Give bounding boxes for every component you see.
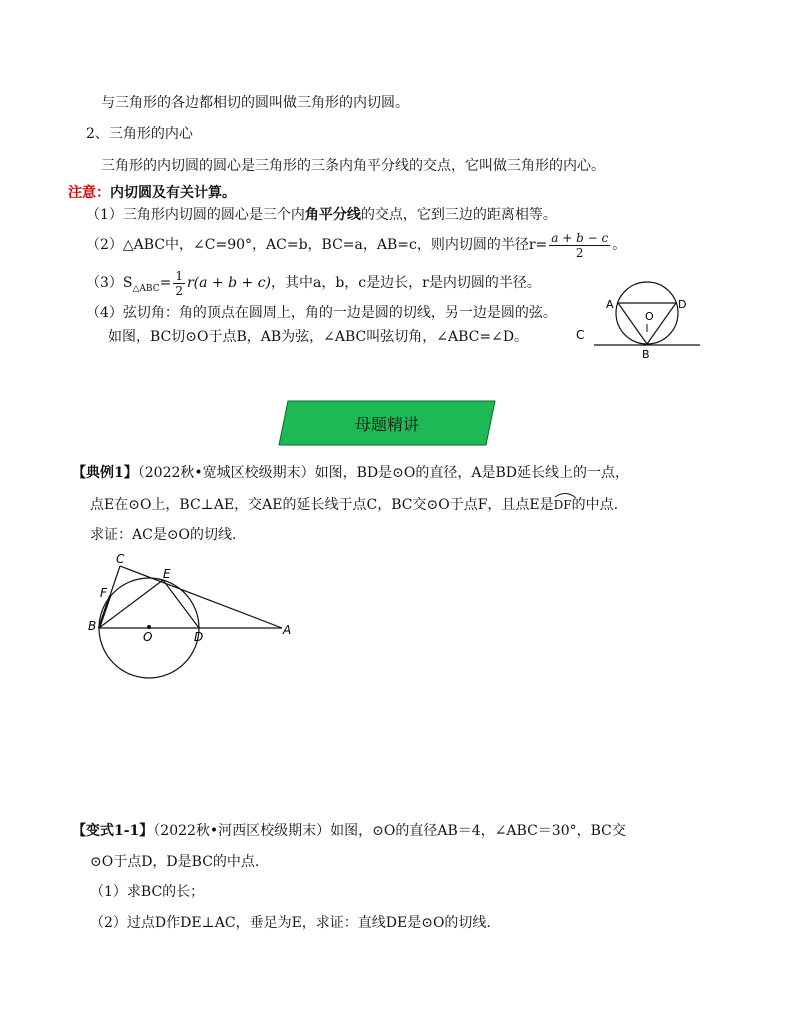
area-expression: r(a + b + c)	[186, 275, 271, 291]
note-item-1-text: （1）三角形内切圆的圆心是三个内	[86, 207, 305, 223]
center-point	[147, 625, 151, 629]
area-subscript: △ABC	[132, 283, 160, 294]
variant1-line2: ⊙O于点D，D是BC的中点.	[90, 854, 260, 870]
note-item-4: （4）弦切角：角的顶点在圆周上，角的一边是圆的切线，另一边是圆的弦。	[86, 305, 557, 321]
label-o: O	[143, 630, 153, 644]
note-item-3	[86, 268, 541, 304]
example1-line2-end: 的中点.	[571, 497, 619, 513]
note-item-3-text: （3）S	[86, 275, 133, 291]
note-item-2	[86, 230, 626, 260]
example1-line1	[72, 464, 629, 482]
example1-line2-text: 点E在⊙O上，BC⊥AE，交AE的延长线于点C，BC交⊙O于点F，且点E是	[90, 497, 554, 513]
example1-text: （2022秋•宽城区校级期末）如图，BD是⊙O的直径，A是BD延长线上的一点，	[137, 465, 629, 481]
label-b: B	[88, 619, 97, 633]
note-item-1-rest: 的交点，它到三边的距离相等。	[360, 207, 557, 223]
label-d: D	[194, 630, 204, 644]
label-c: C	[116, 552, 125, 566]
note-item-3-rest: ，其中a，b，c是边长，r是内切圆的半径。	[271, 275, 541, 291]
area-numerator: 1	[175, 268, 183, 283]
label-c: C	[576, 328, 585, 342]
line-be	[99, 580, 163, 628]
arc-symbol	[554, 492, 576, 498]
variant1-question1: （1）求BC的长；	[90, 884, 205, 900]
arc-label: DF	[553, 498, 572, 512]
variant1-text: （2022秋•河西区校级期末）如图，⊙O的直径AB＝4，∠ABC＝30°，BC交	[153, 823, 626, 839]
label-f: F	[100, 586, 107, 600]
tangent-chord-figure	[570, 280, 705, 365]
variant1-question2: （2）过点D作DE⊥AC，垂足为E，求证：直线DE是⊙O的切线.	[90, 915, 491, 931]
incenter-definition: 三角形的内切圆的圆心是三角形的三条内角平分线的交点，它叫做三角形的内心。	[101, 158, 605, 174]
banner-title: 母题精讲	[354, 415, 419, 434]
note-item-2-text: （2）△ABC中，∠C=90°，AC=b，BC=a，AB=c，则内切圆的半径r=	[86, 237, 548, 253]
label-e: E	[163, 567, 171, 581]
note-label: 注意：	[68, 185, 110, 201]
note-item-1	[86, 206, 557, 224]
chord-ab	[618, 303, 647, 344]
line-ed	[163, 580, 199, 628]
note-title: 内切圆及有关计算。	[110, 185, 236, 201]
variant1-tag: 【变式1-1】	[72, 823, 154, 839]
area-denominator: 2	[175, 283, 183, 298]
radius-numerator: a + b − c	[551, 230, 609, 245]
label-a: A	[283, 623, 292, 637]
variant1-line1	[72, 822, 626, 840]
label-o: O	[645, 310, 654, 323]
line-ca	[120, 566, 282, 628]
radius-denominator: 2	[575, 245, 584, 260]
note-item-2-end: 。	[612, 237, 627, 253]
example1-tag: 【典例1】	[72, 465, 138, 481]
area-equals: =	[159, 275, 172, 291]
label-a: A	[606, 298, 614, 311]
note-heading	[68, 184, 236, 202]
incenter-heading: 2、三角形的内心	[86, 126, 193, 142]
label-d: D	[678, 298, 687, 311]
note-item-1-bold: 角平分线	[304, 207, 361, 223]
example1-line2	[90, 496, 618, 514]
example1-line3: 求证：AC是⊙O的切线.	[90, 527, 237, 543]
incircle-definition: 与三角形的各边都相切的圆叫做三角形的内切圆。	[101, 95, 409, 111]
arc-df	[554, 496, 572, 514]
label-b: B	[642, 348, 650, 361]
note-item-4-example: 如图，BC切⊙O于点B，AB为弦，∠ABC叫弦切角，∠ABC=∠D。	[108, 329, 529, 345]
example1-figure	[86, 548, 296, 683]
area-fraction	[173, 269, 185, 298]
radius-fraction	[549, 231, 610, 260]
